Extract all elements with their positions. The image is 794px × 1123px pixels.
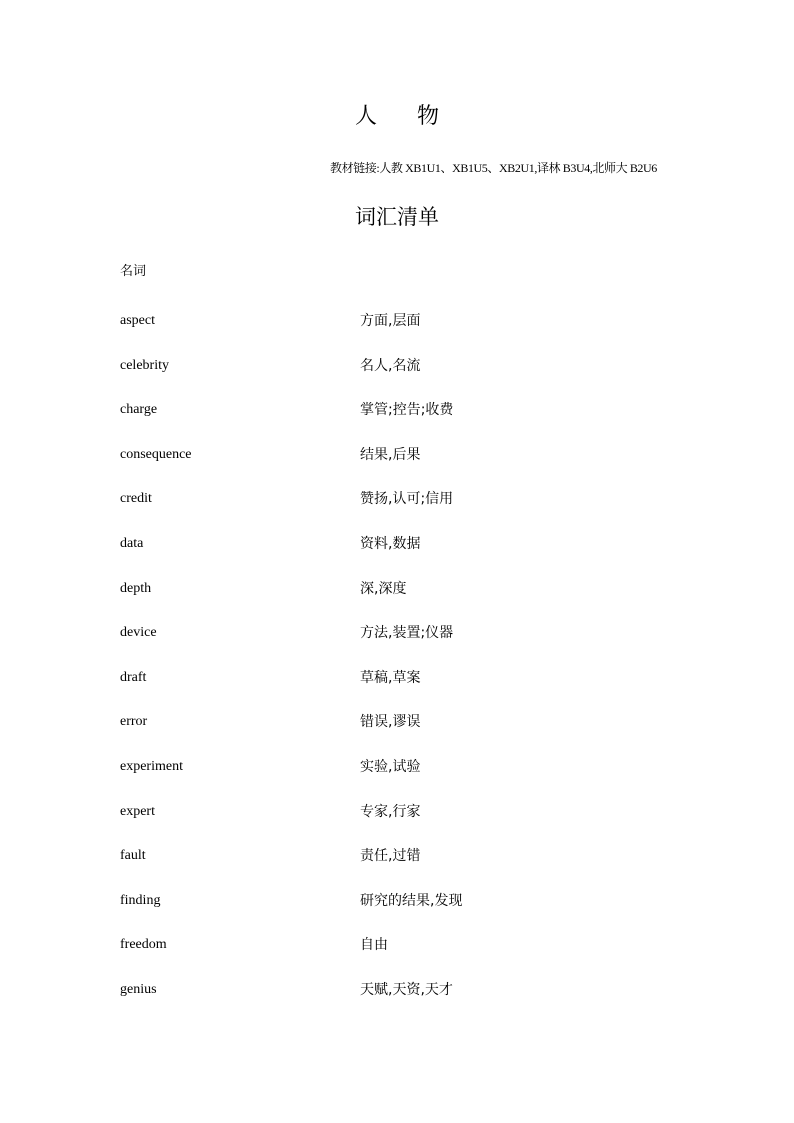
vocabulary-word: error [120, 714, 148, 730]
vocabulary-word: experiment [120, 758, 183, 774]
vocabulary-word: fault [120, 848, 146, 864]
vocabulary-meaning: 名人,名流 [360, 357, 421, 374]
section-title: 词汇清单 [355, 205, 439, 229]
vocabulary-word: freedom [120, 937, 167, 953]
vocabulary-word: charge [120, 402, 158, 418]
vocabulary-row [0, 756, 794, 801]
vocabulary-row [0, 845, 794, 890]
vocabulary-meaning: 深,深度 [360, 580, 407, 597]
vocabulary-word: genius [120, 981, 157, 997]
vocabulary-meaning: 方面,层面 [360, 313, 421, 329]
category-label: 名词 [120, 264, 147, 279]
vocabulary-word: celebrity [120, 357, 169, 373]
page-title: 人物 [354, 104, 479, 129]
vocabulary-meaning: 方法,装置;仪器 [360, 625, 454, 642]
vocabulary-meaning: 实验,试验 [360, 758, 421, 775]
vocabulary-meaning: 自由 [360, 937, 388, 954]
vocabulary-meaning: 研究的结果,发现 [360, 892, 463, 909]
vocabulary-word: credit [120, 491, 152, 507]
vocabulary-row [0, 355, 794, 400]
vocabulary-word: expert [120, 803, 155, 819]
vocabulary-meaning: 赞扬,认可;信用 [360, 491, 454, 508]
vocabulary-row [0, 310, 794, 355]
vocabulary-row [0, 801, 794, 846]
vocabulary-row [0, 444, 794, 489]
vocabulary-word: depth [120, 580, 152, 596]
vocabulary-meaning: 错误,谬误 [360, 714, 421, 731]
vocabulary-row [0, 890, 794, 935]
vocabulary-meaning: 结果,后果 [360, 446, 421, 463]
vocabulary-list [0, 310, 794, 1024]
vocabulary-row [0, 488, 794, 533]
vocabulary-meaning: 天赋,天资,天才 [360, 981, 453, 998]
vocabulary-row [0, 711, 794, 756]
vocabulary-meaning: 责任,过错 [360, 848, 421, 865]
vocabulary-row [0, 667, 794, 712]
vocabulary-meaning: 资料,数据 [360, 535, 421, 552]
textbook-link-note: 教材链接:人教 XB1U1、XB1U5、XB2U1,译林 B3U4,北师大 B2U6 [330, 161, 657, 175]
vocabulary-row [0, 979, 794, 1024]
vocabulary-word: consequence [120, 446, 192, 462]
vocabulary-row [0, 399, 794, 444]
vocabulary-row [0, 934, 794, 979]
vocabulary-word: data [120, 535, 144, 551]
vocabulary-row [0, 622, 794, 667]
vocabulary-row [0, 578, 794, 623]
vocabulary-word: aspect [120, 313, 155, 328]
vocabulary-word: finding [120, 892, 161, 908]
vocabulary-word: draft [120, 669, 147, 685]
vocabulary-meaning: 专家,行家 [360, 803, 421, 820]
vocabulary-meaning: 掌管;控告;收费 [360, 402, 454, 419]
vocabulary-word: device [120, 625, 157, 641]
vocabulary-row [0, 533, 794, 578]
vocabulary-meaning: 草稿,草案 [360, 669, 421, 686]
